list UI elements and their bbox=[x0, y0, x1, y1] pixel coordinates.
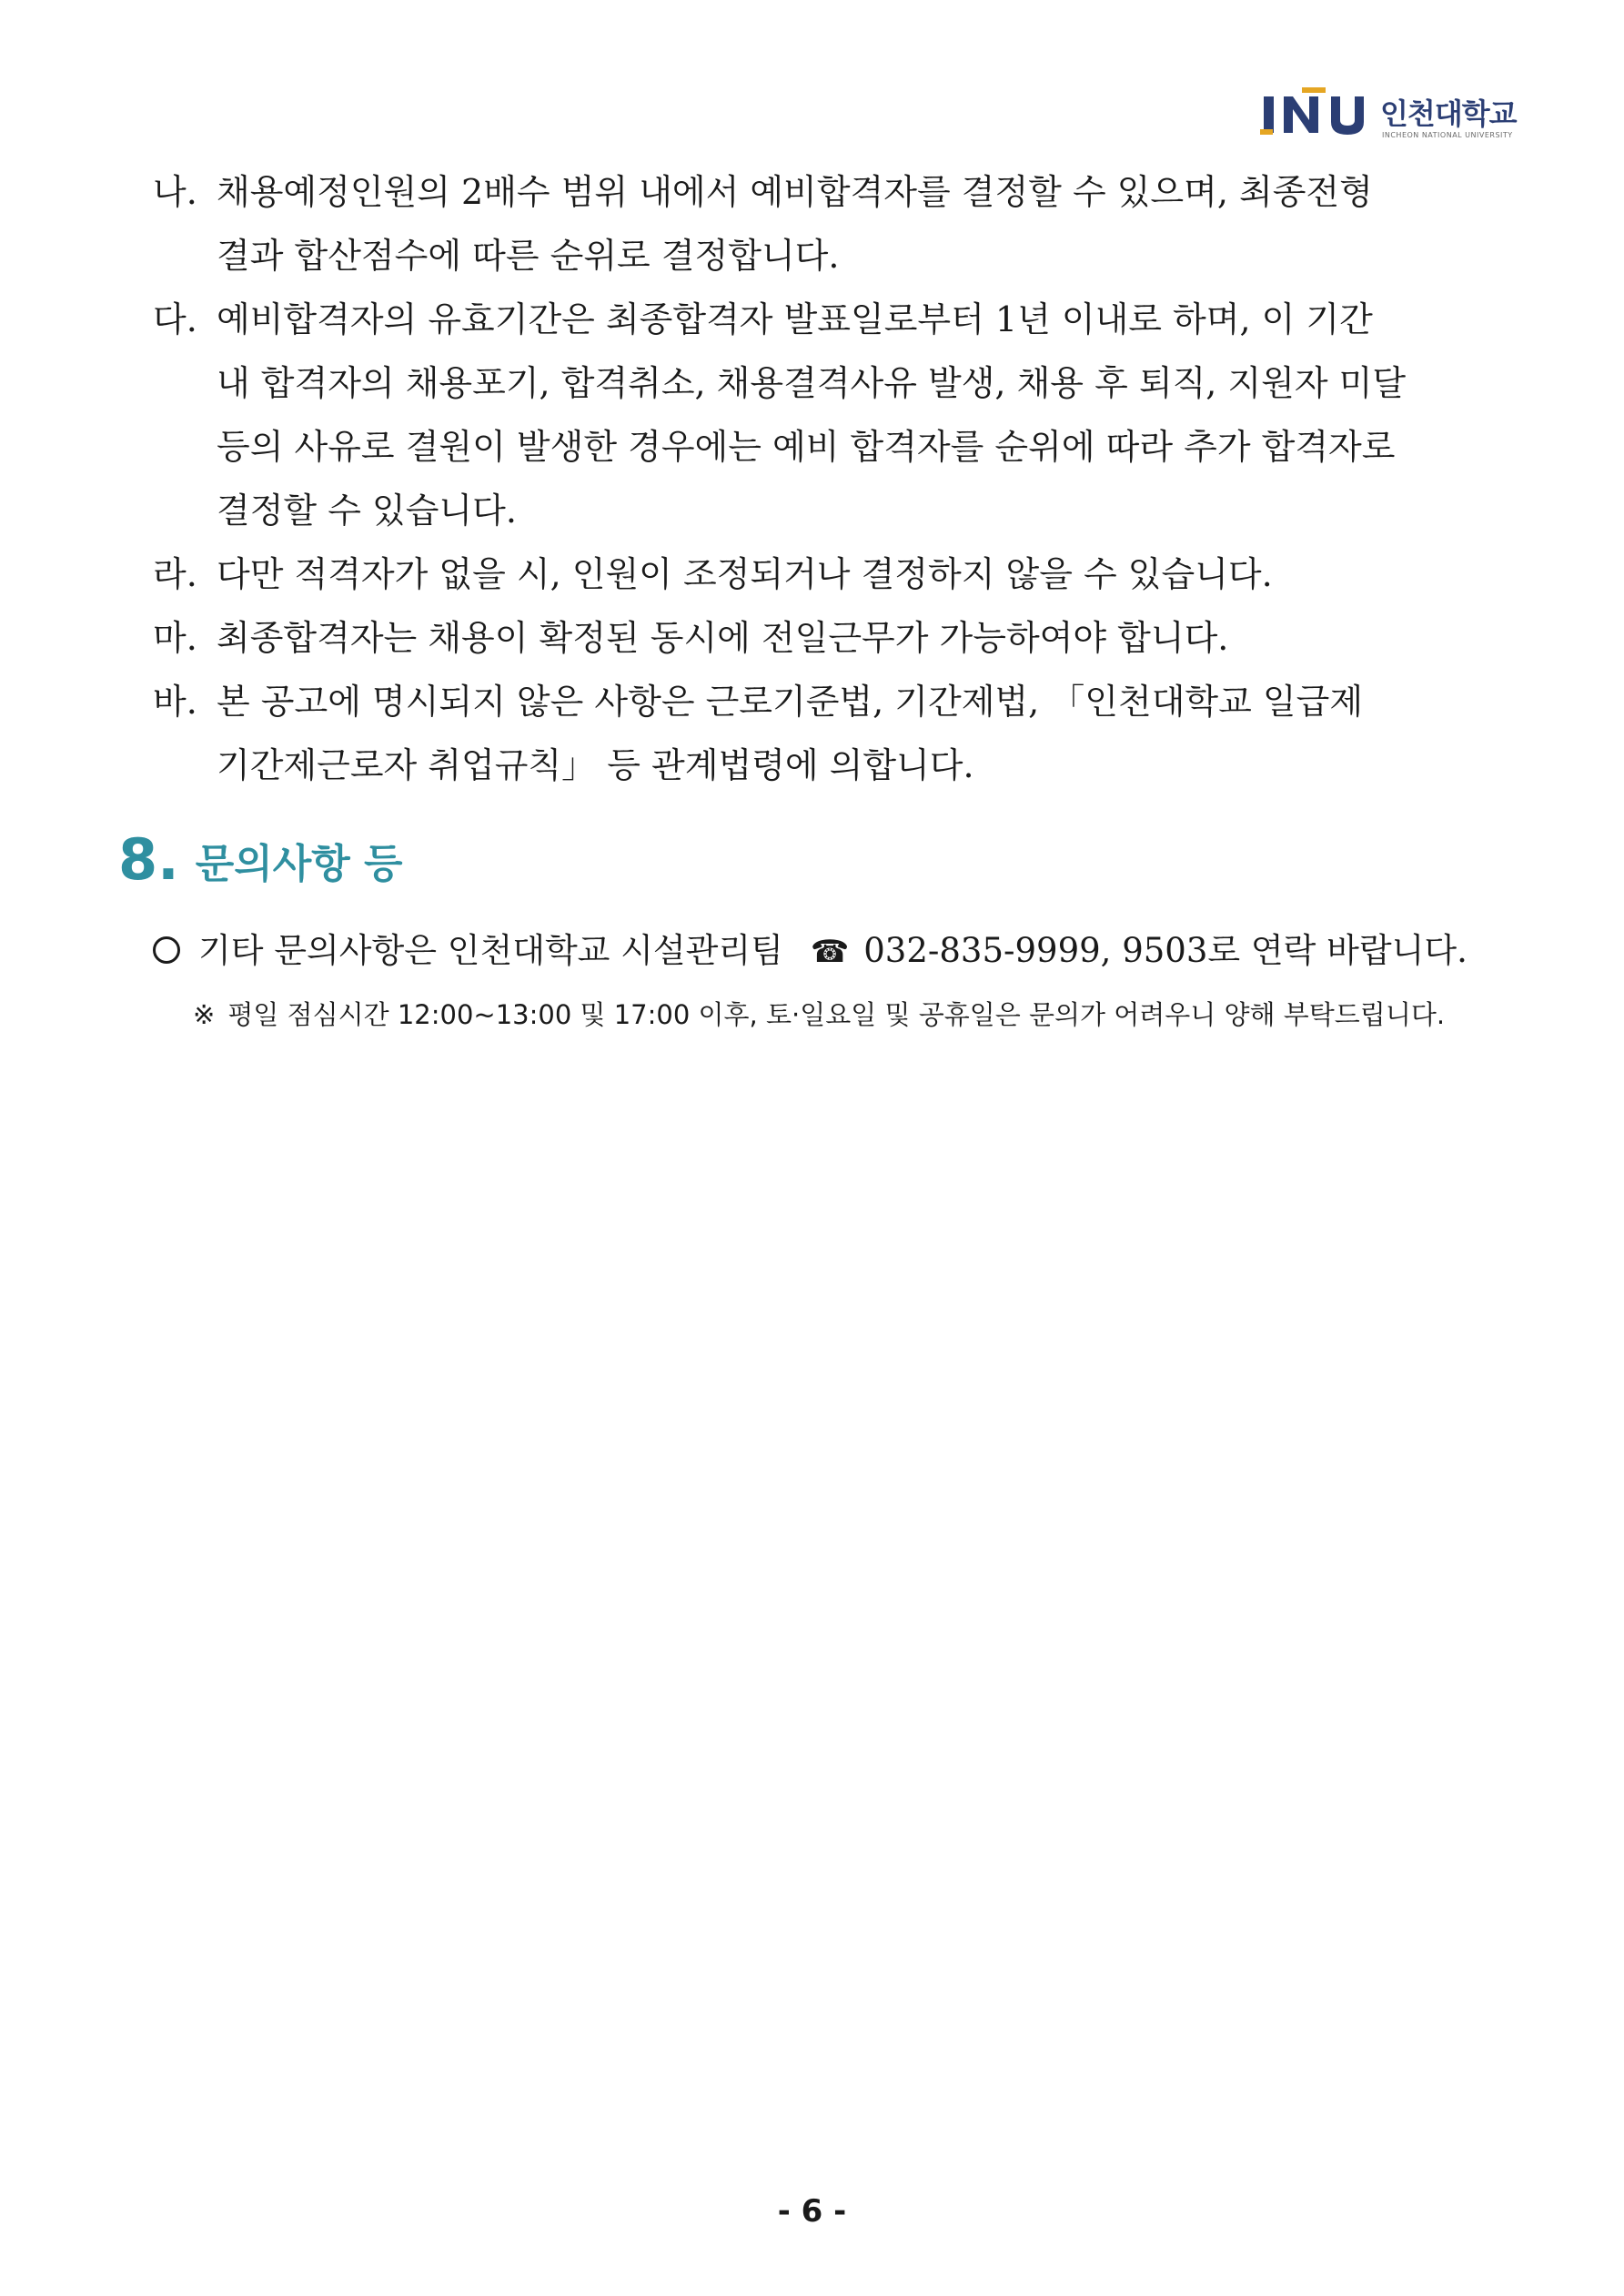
reference-mark-icon: ※ bbox=[193, 999, 216, 1030]
list-item bbox=[153, 542, 1518, 606]
logo-name: 인천대학교 bbox=[1380, 96, 1517, 131]
section-heading bbox=[118, 826, 403, 908]
item-marker: 라. bbox=[153, 554, 197, 594]
item-continuation: 기간제근로자 취업규칙」 등 관계법령에 의합니다. bbox=[217, 745, 974, 785]
logo-subtitle: INCHEON NATIONAL UNIVERSITY bbox=[1382, 131, 1513, 139]
item-marker: 나. bbox=[153, 172, 197, 212]
item-marker: 다. bbox=[153, 299, 197, 339]
item-continuation: 내 합격자의 채용포기, 합격취소, 채용결격사유 발생, 채용 후 퇴직, 지원자 미달 bbox=[217, 363, 1407, 403]
contact-note bbox=[193, 992, 1445, 1037]
contact-text-after: 032-835-9999, 9503로 연락 바랍니다. bbox=[863, 931, 1468, 970]
item-continuation: 결과 합산점수에 따른 순위로 결정합니다. bbox=[217, 236, 840, 276]
item-text: 다만 적격자가 없을 시, 인원이 조정되거나 결정하지 않을 수 있습니다. bbox=[217, 554, 1273, 594]
list-item bbox=[153, 160, 1518, 224]
item-text: 최종합격자는 채용이 확정된 동시에 전일근무가 가능하여야 합니다. bbox=[217, 618, 1229, 658]
university-logo bbox=[1260, 84, 1533, 155]
circle-bullet-icon bbox=[153, 936, 180, 964]
note-text: 평일 점심시간 12:00~13:00 및 17:00 이후, 토·일요일 및 공휴일은 문의가 어려우니 양해 부탁드립니다. bbox=[227, 999, 1446, 1030]
section-title: 문의사항 등 bbox=[195, 840, 403, 887]
list-item bbox=[153, 288, 1518, 351]
phone-icon: ☎ bbox=[810, 934, 850, 970]
page-number: - 6 - bbox=[777, 2193, 847, 2230]
item-marker: 마. bbox=[153, 618, 197, 658]
item-text: 예비합격자의 유효기간은 최종합격자 발표일로부터 1년 이내로 하며, 이 기간 bbox=[217, 299, 1373, 339]
contact-text-before: 기타 문의사항은 인천대학교 시설관리팀 bbox=[198, 931, 783, 970]
list-item bbox=[153, 670, 1518, 733]
item-text: 본 공고에 명시되지 않은 사항은 근로기준법, 기간제법, 「인천대학교 일급제 bbox=[217, 682, 1364, 722]
item-continuation: 등의 사유로 결원이 발생한 경우에는 예비 합격자를 순위에 따라 추가 합격자로 bbox=[217, 427, 1396, 467]
item-marker: 바. bbox=[153, 682, 197, 722]
contact-line bbox=[153, 919, 1468, 984]
inu-logo-mark bbox=[1260, 84, 1377, 140]
section-number: 8. bbox=[118, 826, 179, 893]
item-continuation: 결정할 수 있습니다. bbox=[217, 491, 517, 531]
list-item bbox=[153, 606, 1518, 670]
item-text: 채용예정인원의 2배수 범위 내에서 예비합격자를 결정할 수 있으며, 최종전형 bbox=[217, 172, 1373, 212]
